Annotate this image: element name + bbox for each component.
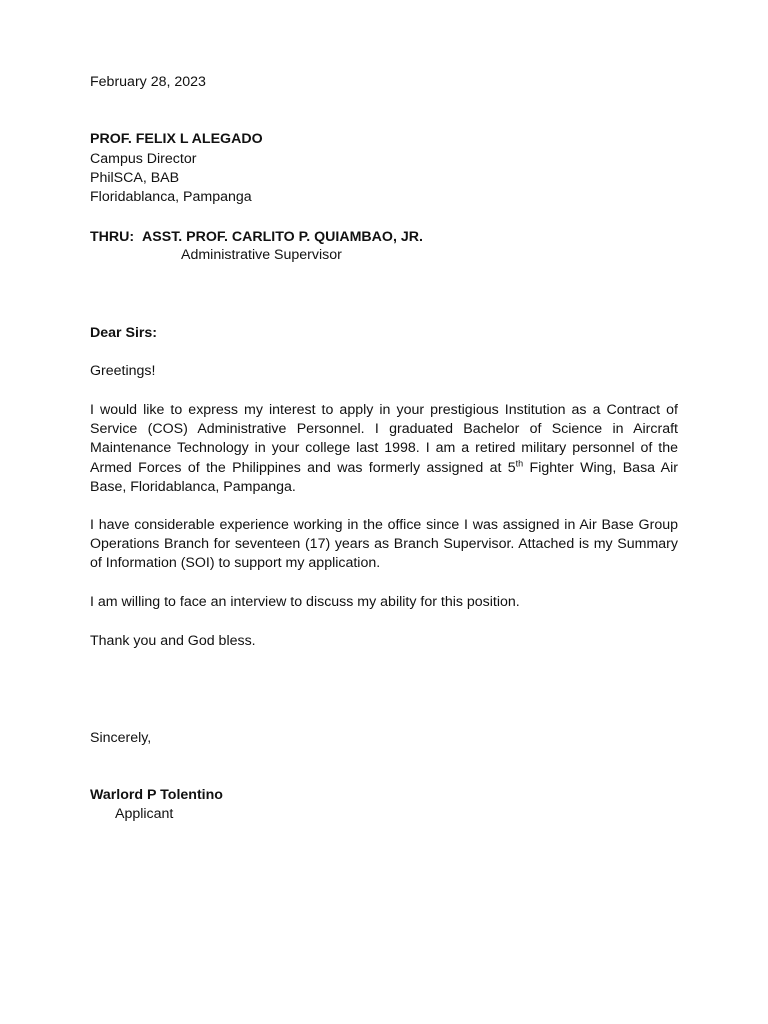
recipient-name: PROF. FELIX L ALEGADO <box>90 131 263 147</box>
closing: Sincerely, <box>90 730 152 746</box>
recipient-location: Floridablanca, Pampanga <box>90 189 252 205</box>
ordinal-suffix: th <box>515 457 524 468</box>
thru-name: ASST. PROF. CARLITO P. QUIAMBAO, JR. <box>142 229 423 245</box>
body-paragraph-4: Thank you and God bless. <box>90 633 256 649</box>
signatory-name: Warlord P Tolentino <box>90 787 223 803</box>
recipient-org: PhilSCA, BAB <box>90 170 180 186</box>
thru-label: THRU: <box>90 229 135 245</box>
thru-title: Administrative Supervisor <box>181 247 342 263</box>
signatory-title: Applicant <box>115 806 174 822</box>
greeting: Greetings! <box>90 363 156 379</box>
body-paragraph-1-text-b: Fighter Wing, Basa Air Base, Floridablanca, Pampanga. <box>90 459 678 495</box>
thru-line <box>90 228 423 247</box>
body-paragraph-2: I have considerable experience working in the office since I was assigned in Air Base Group Operations Branch for seventeen (17) years as Branch Supervisor. Attached is my Summary of Information (SOI) to support my application. <box>90 517 678 572</box>
recipient-title: Campus Director <box>90 151 197 167</box>
body-paragraph-3: I am willing to face an interview to discuss my ability for this position. <box>90 594 520 610</box>
body-paragraph-1 <box>90 401 678 497</box>
salutation: Dear Sirs: <box>90 325 158 341</box>
letter-date: February 28, 2023 <box>90 74 206 90</box>
body-paragraph-1-text-a: I would like to express my interest to apply in your prestigious Institution as a Contract of Service (COS) Administrative Personnel. I graduated Bachelor of Science in Aircraft Maintenance Technology in your college last 1998. I am a retired military personnel of the Armed Forces of the Philippines and was formerly assigned at 5 <box>90 402 678 476</box>
